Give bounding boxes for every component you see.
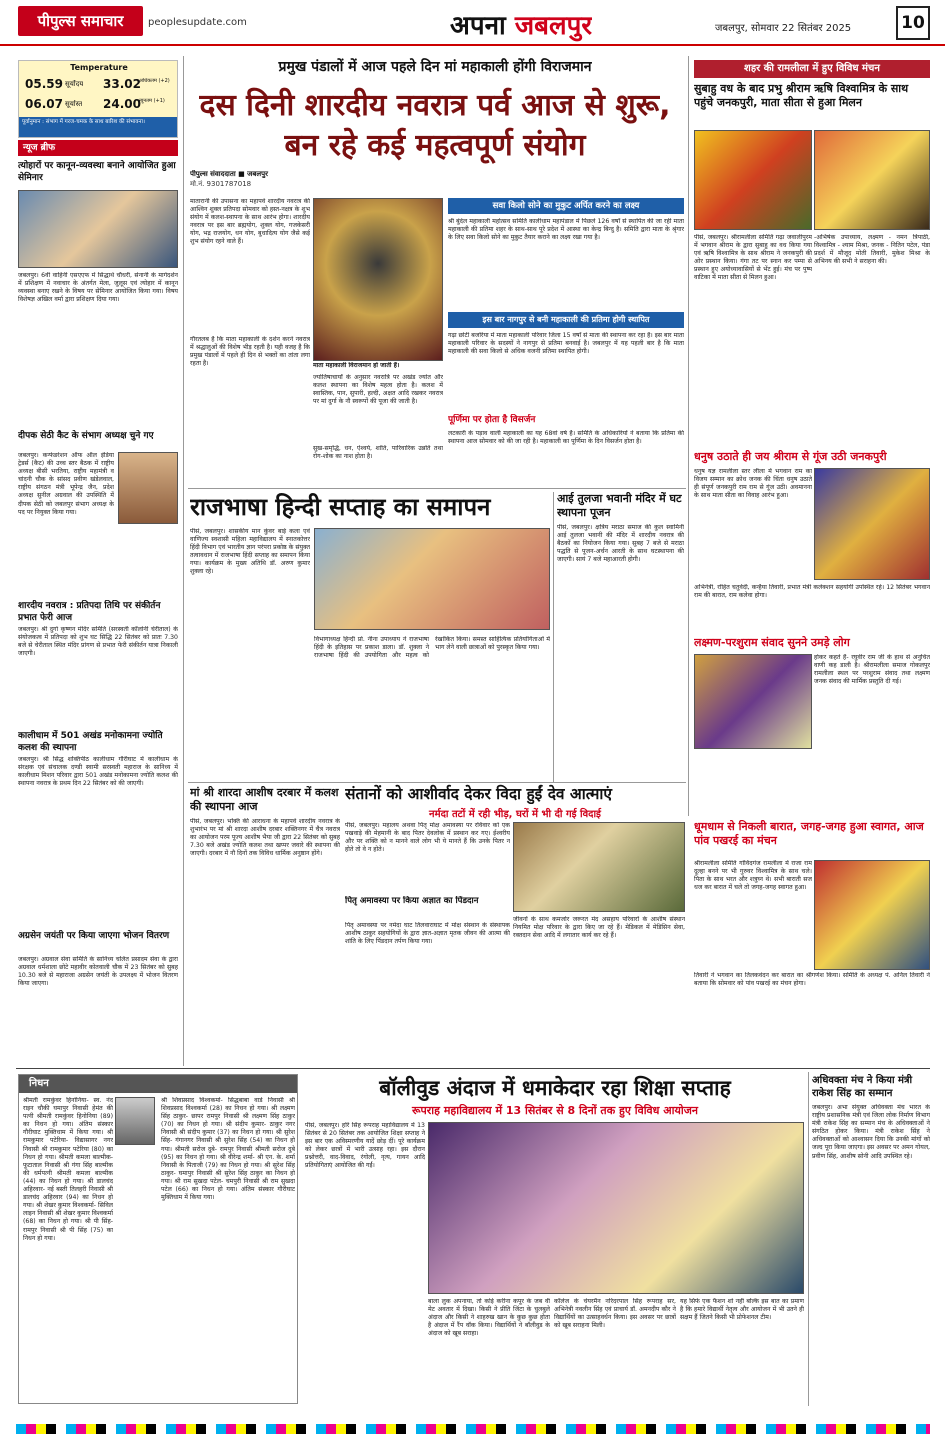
pitra-caption-head: पितृ अमावस्या पर किया अज्ञात का पिंडदान xyxy=(345,896,479,906)
lead-body-4: सुख-समृद्धि, धन, ऐश्वर्य, शांति, पारिवारिक उन्नति तथा रोग-शोक का नाश होता है। xyxy=(313,445,443,461)
lead-byline: पीपुल्स संवाददाता ■ जबलपुर xyxy=(190,170,268,178)
nagpur-body: गढ़ा छोटी बजरिया में माता महाकाली परिवार जिला 15 वर्षों से माता की स्थापना कर रहा है। इस बार माता महाकाली परिवार के सदस्यों ने नागपुर से प्रतिमा बनवाई है। जबलपुर में यह पहली बार है कि माता महाकाली की सवा किलो से अधिक वजनी प्रतिमा स्थापित होगी। xyxy=(448,332,684,356)
barat-body: श्रीरामलीला समिति गोविंदगंज रामलीला में राजा राम दूल्हा बनने पर भी गुरुवर विश्वामित्र के साथ चले। पिता के साथ भरत और शत्रुघ्न थे। सभी बाराती सज धज कर बारात में चले तो जगह-जगह स्वागत हुआ। xyxy=(694,860,812,892)
brief-2-body: जबलपुर। कन्फेडरेशन ऑफ ऑल इंडिया ट्रेडर्स (कैट) की उच्च स्तर बैठक में राष्ट्रीय अध्यक्ष बीसी भरतिया, राष्ट्रीय महामंत्री व चांदनी चौक के सांसद प्रवीण खंडेलवाल, राष्ट्रीय संगठन मंत्री भूपेन्द्र जैन, प्रदेश अध्यक्ष सुनील अग्रवाल की उपस्थिति में दीपक सेठी को जबलपुर संभाग अध्यक्ष के पद पर नियुक्त किया गया। xyxy=(18,452,114,516)
rule xyxy=(188,782,686,783)
sunset-time: 06.07 xyxy=(25,97,63,111)
brief-1-photo xyxy=(18,190,178,268)
obituary-portrait xyxy=(115,1097,155,1145)
brief-4 xyxy=(18,730,178,930)
section-title-part-1: अपना xyxy=(450,11,506,41)
brief-3-body: जबलपुर। श्री दुर्गा कृष्णन मंदिर समिति (सरस्वती कॉलोनी चेरीताल) के संयोजकत्व में प्रतिपदा को शुभ घट सिद्धि 22 सितंबर को प्रातः 7.30 बजे से चेरीताल स्थित मंदिर प्रांगण से प्रभात फेरी संकीर्तन यात्रा निकाली जाएगी। xyxy=(18,626,178,658)
ramlila-names: -अभिषेक उपाध्याय, लक्ष्मण - नमन त्रिपाठी, विश्वामित्र - श्याम मिश्रा, जनक - नितिन पटेल, पंडा प्रदर्श में मौजूद मोती तिवारी, मुकेश मिश्रा के अभिनय की सभी ने सराहना की। xyxy=(814,234,930,266)
brief-5 xyxy=(18,930,178,1065)
dhanush-caption: अभिनेत्री, रोहित चतुर्वेदी, कन्हैया तिवारी, प्रभात मंत्री कलेक्शन सहयोगी उपस्थित रहे। 12 सितंबर भगवान राम की बारात, राम कलेवा होगा। xyxy=(694,584,930,600)
rajbhasha-body-2: विभागाध्यक्ष हिन्दी प्रो. नीना उपाध्याय ने राजभाषा हिंदी के इतिहास पर प्रकाश डाला। डॉ. शुक्ला ने राजभाषा हिंदी की उपयोगिता और महत्व को रेखांकित किया। समस्त साहित्यिक प्रतियोगिताओं में भाग लेने वाली छात्राओं को पुरस्कृत किया गया। xyxy=(314,636,550,660)
news-brief-label: न्यूज ब्रीफ xyxy=(18,140,178,156)
ramlila-body: पीसं, जबलपुर। श्रीरामलीला समिति गढ़ा जवालीपुरम में भगवान श्रीराम के द्वारा सुबाहु का वध किया गया एवं ऋषि विश्वामित्र के साथ श्रीराम ने जनकपुरी की ओर प्रस्थान किया। गंगा तट पर स्नान कर पम्पा से प्रस्थान हुए अयोध्यावासियों से भेंट हुई। मंच पर पुष्प वाटिका में माता सीता से मिलन हुआ। xyxy=(694,234,812,282)
rule xyxy=(16,1068,930,1069)
obituary-col-2: श्री शिवप्रसाद विश्वकर्मा- सिद्धबाबा वार्ड निवासी श्री शिवप्रसाद विश्वकर्मा (28) का निधन हो गया। श्री लक्ष्मण सिंह ठाकुर- छापर रामपुर निवासी श्री लक्ष्मण सिंह ठाकुर (70) का निधन हो गया। श्री संदीप कुमार- ठाकुर नगर निवासी श्री संदीप कुमार (37) का निधन हो गया। श्री सुरेश सिंह- गंगानगर निवासी श्री सुरेश सिंह (54) का निधन हो गया। श्रीमती सरोज दुबे- रामपुर निवासी श्रीमती सरोज दुबे (95) का निधन हो गया। श्री वीरेन्द्र शर्मा- श्री एन. के. शर्मा निवासी के पिताजी (79) का निधन हो गया। श्री सुरेश सिंह ठाकुर- घमापुर निवासी श्री सुरेश सिंह ठाकुर का निधन हो गया। श्री राम सुखदा पटेल- चमपुरी निवासी श्री राम सुखदा पटेल (66) का निधन हो गया। अंतिम संस्कार गौरीघाट मुक्तिधाम में किया गया। xyxy=(161,1097,295,1202)
lead-photo-mahakali xyxy=(313,198,443,361)
pitra-photo xyxy=(513,822,685,912)
shiksha-body: पीसं, जबलपुर। हरि सिंह रूपराह महाविद्यालय में 13 सितंबर से 20 सितंबर तक आयोजित शिक्षा सप्ताह ने इस बार एक अविस्मरणीय यादें छोड़ दीं। पूरे कार्यक्रम को लेकर छात्रों में भारी उत्साह रहा। इस दौरान प्रश्नोत्तरी, वाद-विवाद, रंगोली, नृत्य, गायन आदि प्रतियोगिताएं आयोजित की गईं। xyxy=(305,1122,425,1170)
lead-body-2: ज्योतिषाचार्यों के अनुसार नवरात्रि पर अखंड ज्योत और कलश स्थापना का विशेष महत्व होता है। कलश में स्वास्तिक, पान, सुपारी, हल्दी, अक्षत आदि रखकर नवरात्र पर मां दुर्गा के नौ स्वरूपों की पूजा की जाती है। xyxy=(313,374,443,406)
pitra-subhead: नर्मदा तटों में रही भीड़, घरों में भी दी गई विदाई xyxy=(429,809,601,820)
max-temp: 33.02 xyxy=(103,77,141,91)
brief-1-body: जबलपुर। 6वीं वाहिनी एसएएफ में सिद्धार्थ चौधरी, सेनानी के मार्गदर्शन में प्रशिक्षण में नवाचार के अंतर्गत मेला, जुलूस एवं त्योहार में कानून व्यवस्था बनाए रखने के विषय पर सेमिनार आयोजित किया गया। विषय विशेषज्ञ अखिल वर्मा द्वारा प्रशिक्षण दिया गया। xyxy=(18,272,178,304)
obituary-label: निधन xyxy=(19,1075,298,1093)
rajbhasha-photo xyxy=(314,528,550,630)
ramlila-band: शहर की रामलीला में हुए विविध मंचन xyxy=(694,60,930,78)
shiksha-photo xyxy=(428,1122,804,1294)
sunset-label: सूर्यास्त xyxy=(65,100,83,108)
brief-5-body: जबलपुर। अग्रवाल सेवा समिति के सानिध्य चलित प्रसादम सेवा के द्वारा अग्रवाल धर्मशाला छोटे महावीर कोतवाली चौक में 23 सितंबर को सुबह 10.30 बजे से महाराजा अग्रसेन जयंती के उपलक्ष्य में भोजन वितरण किया जाएगा। xyxy=(18,956,178,988)
dhanush-headline: धनुष उठाते ही जय श्रीराम से गूंज उठी जनकपुरी xyxy=(694,450,887,463)
nagpur-sub-body: लटकारी के पड़ाव वाली महाकाली का यह 68वां वर्ष है। समिति के अधिकारियों ने बताया कि प्रतिमा की स्थापना आज सोमवार को की जा रही है। महाकाली का पूर्णिमा के दिन विसर्जन होता है। xyxy=(448,430,684,446)
page-number: 10 xyxy=(896,6,930,40)
rule xyxy=(188,488,686,489)
brief-5-headline: अग्रसेन जयंती पर किया जाएगा भोजन वितरण xyxy=(18,931,170,941)
tulja-body: पीसं, जबलपुर। क्षत्रिय मराठा समाज की कुल स्वामिनी आई तुलजा भवानी की मंदिर में शारदीय नवरात्र की बैठकों का नियोजन किया गया। सुबह 7 बजे से मराठा पद्धति से पूजन-अर्चन आरती के साथ घटस्थापना की जाएगी। सायं 7 बजे महाआरती होगी। xyxy=(557,524,684,564)
barat-headline: धूमधाम से निकली बारात, जगह-जगह हुआ स्वागत, आज पांव पखरई का मंचन xyxy=(694,820,924,847)
brief-3 xyxy=(18,600,178,730)
ramlila-photo-1 xyxy=(694,130,812,230)
sharda-headline: मां श्री शारदा आशीष दरबार में कलश की स्थापना आज xyxy=(190,786,339,813)
brief-2-headline: दीपक सेठी कैट के संभाग अध्यक्ष चुने गए xyxy=(18,431,154,441)
lead-body-3: गौरतलब है कि माता महाकाली के दर्शन करने नवरात्र में श्रद्धालुओं की विशेष भीड़ रहती है। यही वजह है कि प्रमुख पंडालों में पहले ही दिन से भक्तों का तांता लगा रहता है। xyxy=(190,336,310,368)
parshuram-headline: लक्ष्मण-परशुराम संवाद सुनने उमड़े लोग xyxy=(694,636,850,649)
parshuram-body: होकर कहते हैं- रघुवीर राम जी के हाथ से अनुचित वाणी कह डाली है। श्रीरामलीला समाज गोकलपुर रामलीला स्थल पर परशुराम संवाद तथा लक्ष्मण जनक संवाद की मार्मिक प्रस्तुति दी गई। xyxy=(814,654,930,686)
website-link[interactable]: peoplesupdate.com xyxy=(148,17,247,28)
lead-kicker: प्रमुख पंडालों में आज पहले दिन मां महाकाली होंगी विराजमान xyxy=(278,59,592,75)
barat-caption: तिवारी ने भगवान का तिलकवंदन कर बारात का श्रीगणेश किया। समिति के अध्यक्ष पं. अनिल तिवारी ने बताया कि सोमवार को पांव पखरई का मंचन होगा। xyxy=(694,972,930,988)
weather-box xyxy=(18,60,178,138)
brief-4-headline: कालीधाम में 501 अखंड मनोकामना ज्योति कलश की स्थापना xyxy=(18,731,163,753)
shiksha-headline: बॉलीवुड अंदाज में धमाकेदार रहा शिक्षा सप्ताह xyxy=(379,1076,731,1100)
forecast-band: पूर्वानुमान : संभाग में गरज-चमक के साथ बारिश की संभावना। xyxy=(19,117,178,138)
shiksha-body-4: यह सिर्फ एक फैशन शो नहीं बल्कि इस बात का प्रमाण है कि हमारे विद्यार्थी नेतृत्व और आयोजन में भी उतने ही सक्षम हैं जितने किसी भी प्रोफेशनल टीम। xyxy=(680,1298,804,1322)
pitra-body: पीसं, जबलपुर। महालय अथवा पितृ मोक्ष अमावस्या पर रविवार को एक पखवाड़े की मेहमानी के बाद पितर देवलोक में प्रस्थान कर गए। ईश्वरीय और पर शक्ति को न मानने वाले लोग भी ये मानते हैं कि उनके पितर न होते तो वे न होते। xyxy=(345,822,510,854)
lead-photo-caption: माता महाकाली विराजमान हो जाती हैं। xyxy=(313,362,400,369)
rule xyxy=(688,56,689,816)
lead-headline: दस दिनी शारदीय नवरात्र पर्व आज से शुरू, बन रहे कई महत्वपूर्ण संयोग xyxy=(199,88,671,163)
rule xyxy=(553,492,554,782)
section-title-part-2: जबलपुर xyxy=(514,11,593,41)
shiksha-body-3: कॉलेज के चेयरमैन नरिंदरपाल सिंह रूपराह सर, अभिनेत्री नवलीन सिंह एवं प्राचार्य डॉ. अमनदीप कौर ने विद्यार्थियों का उत्साहवर्धन किया। इस अवसर पर छात्रों को खूब सराहना मिली। xyxy=(554,1298,676,1330)
brief-2 xyxy=(18,430,178,600)
sunrise-label: सूर्योदय xyxy=(65,80,84,88)
pitra-body-2: जीवनों के साथ कमजोर जरूरत मंद असहाय परिवारों के आशीष संस्थान नियमित मोक्ष परिवार के द्वारा किए जा रहे हैं। मेडिकल में मेडिसिन सेवा, रक्तदान सेवा आदि में लगातार कार्य कर रहे हैं। xyxy=(513,916,685,940)
obituary-box xyxy=(18,1074,298,1404)
brief-4-body: जबलपुर। श्री सिद्ध शक्तिपीठ कालीधाम गौरीघाट में कालीधाम के संरक्षक एवं संचालक दण्डी स्वामी सरस्वती महाराज के सानिध्य में कालीधाम मिशन परिवार द्वारा 501 अखंड मनोकामना ज्योति कलश की स्थापना नवरात्र के प्रथम दिन 22 सितंबर को की जाएगी। xyxy=(18,756,178,788)
color-registration-bar xyxy=(16,1424,930,1434)
dateline: जबलपुर, सोमवार 22 सितंबर 2025 xyxy=(715,23,852,34)
min-temp: 24.00 xyxy=(103,97,141,111)
lead-mobile: मो.नं. 9301787018 xyxy=(190,180,252,188)
sunrise-time: 05.59 xyxy=(25,77,63,91)
min-label: न्यूनतम (+1) xyxy=(139,98,165,104)
logo: पीपुल्स समाचार xyxy=(18,6,143,36)
brief-3-headline: शारदीय नवरात्र : प्रतिपदा तिथि पर संकीर्तन प्रभात फेरी आज xyxy=(18,601,161,623)
parshuram-photo xyxy=(694,654,812,749)
dhanush-photo xyxy=(814,468,930,580)
rajbhasha-body: पीसं, जबलपुर। शासकीय मान कुंवर बाई कला एवं वाणिज्य स्वशासी महिला महाविद्यालय में स्नातकोत्तर हिंदी विभाग एवं भारतीय ज्ञान परंपरा प्रकोष्ठ के संयुक्त तत्वावधान में राजभाषा हिंदी सप्ताह का समापन किया गया। कार्यक्रम के मुख्य अतिथि डॉ. अरुण कुमार शुक्ला रहे। xyxy=(190,528,310,576)
rule xyxy=(183,56,184,1066)
brief-1-headline: त्योहारों पर कानून-व्यवस्था बनाने आयोजित हुआ सेमिनार xyxy=(18,161,176,183)
section-title xyxy=(450,6,592,42)
dhanush-body: धनुष यज्ञ रामलीला स्तर लीला में भगवान राम का विजय सम्मान का क्रोध जनक की चिंता धनुष उठाते ही संपूर्ण जनकपुरी राम राम से गूंज उठी। अवमानना के साथ माता सीता का विवाह आरंभ हुआ। xyxy=(694,468,812,500)
tulja-headline: आई तुलजा भवानी मंदिर में घट स्थापना पूजन xyxy=(557,492,682,519)
bar-headline: अधिवक्ता मंच ने किया मंत्री राकेश सिंह का सम्मान xyxy=(812,1075,913,1099)
shiksha-body-2: बाला लुक अपनाया, तो कोई करीना कपूर के जब वी मेट अवतार में दिखा। किसी ने प्रीति जिंटा के चुलबुले अंदाज और किसी ने शाहरुख खान के कुछ कुछ होता है अंदाज में रैंप वॉक किया। विद्यार्थियों ने बॉलीवुड के अंदाज को खूब सराहा। xyxy=(428,1298,550,1338)
nagpur-subhead: पूर्णिमा पर होता है विसर्जन xyxy=(448,415,536,425)
ramlila-photo-2 xyxy=(814,130,930,230)
max-label: अधिकतम (+2) xyxy=(139,78,170,84)
lead-body-1: मातारानी की उपासना का महापर्व शारदीय नवरात्र की आश्विन शुक्ल प्रतिपदा सोमवार को हस्त-नक्षत्र के शुभ संयोग में कलश-स्थापना के साथ आरंभ होगा। शारदीय नवरात्र पर इस बार ब्रह्मयोग, शुक्ल योग, गजकेसरी योग, भद्र राजयोग, धन योग, बुधादित्य योग जैसे कई शुभ संयोग रहने वाले हैं। xyxy=(190,198,310,246)
nagpur-band: इस बार नागपुर से बनी महाकाली की प्रतिमा होगी स्थापित xyxy=(448,312,684,328)
rajbhasha-headline: राजभाषा हिन्दी सप्ताह का समापन xyxy=(190,493,491,521)
sharda-body: पीसं, जबलपुर। भक्ति की आराधना के महापर्व शारदीय नवरात्र के शुभारंभ पर मां श्री शारदा आशीष दरबार शक्तिनगर में चैत्र नवरात्र का आयोजन परम पूज्य आशीष भैया जी द्वारा 22 सितंबर को सुबह 7.30 बजे अखंड ज्योति कलश तथा खप्पर जवारे की स्थापना की जाएगी। दरबार में नौ दिनों तक विविध धार्मिक अनुष्ठान होंगे। xyxy=(190,818,340,858)
pitra-caption-body: पितृ अमावस्या पर नर्मदा घाट तिलवाराघाट में मोक्ष संस्थान के संस्थापक आशीष ठाकुर सहयोगियों के द्वारा ज्ञात-अज्ञात मृतक जीवन की आत्मा की शांति के लिए पिंडदान तर्पण किया गया। xyxy=(345,922,510,946)
brief-2-portrait xyxy=(118,452,178,524)
ramlila-headline: सुबाहु वध के बाद प्रभु श्रीराम ऋषि विश्वामित्र के साथ पहुंचे जनकपुरी, माता सीता से हुआ मिलन xyxy=(694,82,909,109)
crown-band: सवा किलो सोने का मुकुट अर्पित करने का लक्ष्य xyxy=(448,198,684,214)
masthead xyxy=(0,0,945,46)
barat-photo xyxy=(814,860,930,970)
weather-title: Temperature xyxy=(70,63,128,72)
shiksha-subhead: रूपराह महाविद्यालय में 13 सितंबर से 8 दिनों तक हुए विविध आयोजन xyxy=(412,1104,698,1117)
crown-body: श्री बुंदेल महाकाली महोत्सव समिति कालीधाम महापंडाल में पिछले 126 वर्षों से स्थापित की जा रही माता महाकाली की प्रतिमा शहर के साथ-साथ पूरे प्रदेश में आस्था का केन्द्र बिन्दु है। समिति द्वारा माता के श्रृंगार के लिए सवा किलो सोने का मुकुट तैयार कराने का लक्ष्य रखा गया है। xyxy=(448,218,684,242)
pitra-headline: संतानों को आशीर्वाद देकर विदा हुईं देव आत्माएं xyxy=(345,785,612,803)
rule xyxy=(808,1072,809,1406)
brief-1 xyxy=(18,160,178,430)
bar-body: जबलपुर। अभा संयुक्त अधिवक्ता मंच भारत के राष्ट्रीय प्रशासनिक मंत्री एवं जिला लोक निर्माण विभाग मंत्री राकेश सिंह का सम्मान मंच के अधिवक्ताओं ने संगठित होकर किया। मंत्री राकेश सिंह ने अधिवक्ताओं को आश्वासन दिया कि उनकी मांगों को जल्द पूरा किया जाएगा। इस अवसर पर अमन गोयल, प्रवीण सिंह, आशीष सोनी आदि उपस्थित रहे। xyxy=(812,1104,930,1160)
obituary-col-1: श्रीमती रामकुंवर हिनोनिया- स्व. नंद राइन चौकी घमापुर निवासी हेमंत की पत्नी श्रीमती रामकुंवर हिनोनिया (89) का निधन हो गया। अंतिम संस्कार गौरीघाट मुक्तिधाम में किया गया। श्री रामकुमार पटेरिया- विद्यासागर नगर निवासी श्री रामकुमार पटेरिया (80) का निधन हो गया। श्रीमती कमला बाल्मीक- फूटाताल निवासी श्री गंगा सिंह बाल्मीक की धर्मपत्नी श्रीमती कमला बाल्मीक (44) का निधन हो गया। श्री डालचंद अहिरवार- नई बस्ती तिलहरी निवासी श्री डालचंद अहिरवार (94) का निधन हो गया। श्री शेखर कुमार विश्वकर्मा- सिविल लाइन निवासी श्री शेखर कुमार विश्वकर्मा (68) का निधन हो गया। श्री पी सिंह- रामपुर निवासी श्री पी सिंह (75) का निधन हो गया। xyxy=(23,1097,113,1242)
